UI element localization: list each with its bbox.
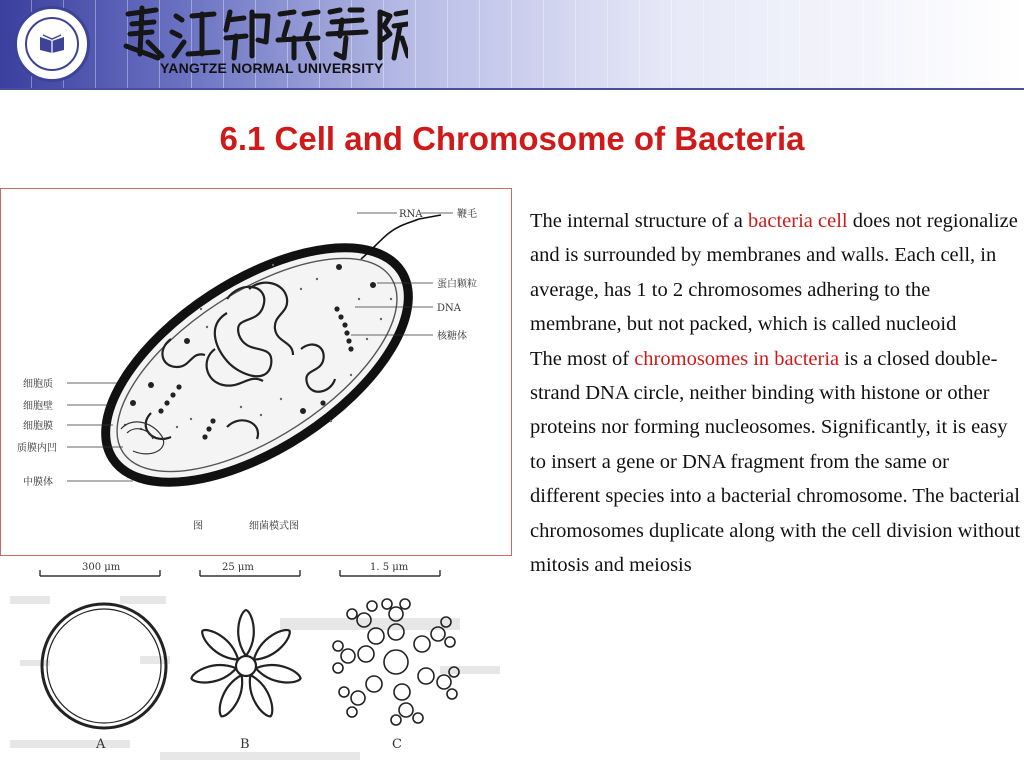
label-flagellum: 鞭毛 xyxy=(457,209,477,220)
p1-text-b: does not regionalize and is surrounded by membranes and walls. Each cell, in average, has 1 to 2 chromosomes adhering to the membrane, but not packed, which is called nucleoid xyxy=(530,210,1018,336)
label-ribosome: 核糖体 xyxy=(437,331,467,342)
highlight-chromosomes-in-bacteria: chromosomes in bacteria xyxy=(634,347,840,370)
slide-title: 6.1 Cell and Chromosome of Bacteria xyxy=(219,120,805,157)
label-cell-wall: 细胞壁 xyxy=(23,401,53,412)
label-cytoplasm: 细胞质 xyxy=(23,379,53,390)
university-english-name: YANGTZE NORMAL UNIVERSITY xyxy=(160,60,384,76)
label-dna: DNA xyxy=(437,303,461,314)
p1-text-a: The internal structure of a xyxy=(530,210,749,232)
paragraph-chromosome xyxy=(530,342,1022,583)
bacteria-cell-diagram xyxy=(0,188,512,556)
figure-caption-prefix: 图 xyxy=(193,521,203,532)
label-rna: RNA xyxy=(399,209,423,220)
figure-caption: 细菌模式图 xyxy=(249,521,299,532)
chromosome-forms-figure xyxy=(0,556,512,768)
label-cell-membrane: 细胞膜 xyxy=(23,421,53,432)
description-text xyxy=(530,204,1022,582)
panel-label-a: A xyxy=(96,737,106,752)
scale-300um: 300 μm xyxy=(82,562,121,573)
panel-label-b: B xyxy=(240,737,250,752)
header-banner xyxy=(0,0,1024,88)
p2-text-b: is a closed double-strand DNA circle, neither binding with histone or other proteins nor forming nucleosomes. Significantly, it is easy to insert a gene or DNA fragment from the same or different species into a bacterial chromosome. The bacterial chromosomes duplicate along with the cell division without mitosis and meiosis xyxy=(530,347,1021,577)
university-seal-logo xyxy=(14,6,90,82)
scale-25um: 25 μm xyxy=(222,562,254,573)
chromosome-forms-illustration xyxy=(0,556,512,768)
label-mesosome: 中膜体 xyxy=(23,477,53,488)
bacteria-cell-illustration xyxy=(1,189,511,555)
scale-1-5um: 1. 5 μm xyxy=(370,562,409,573)
highlight-bacteria-cell: bacteria cell xyxy=(748,210,848,232)
header-divider xyxy=(0,88,1024,90)
p2-text-a: The most of xyxy=(530,347,635,370)
university-calligraphy-logo xyxy=(118,2,408,64)
label-membrane-invagination: 质膜内凹 xyxy=(17,443,57,454)
book-icon xyxy=(39,33,65,53)
paragraph-nucleoid xyxy=(530,204,1022,342)
panel-label-c: C xyxy=(392,737,402,752)
label-protein-granule: 蛋白颗粒 xyxy=(437,279,477,290)
